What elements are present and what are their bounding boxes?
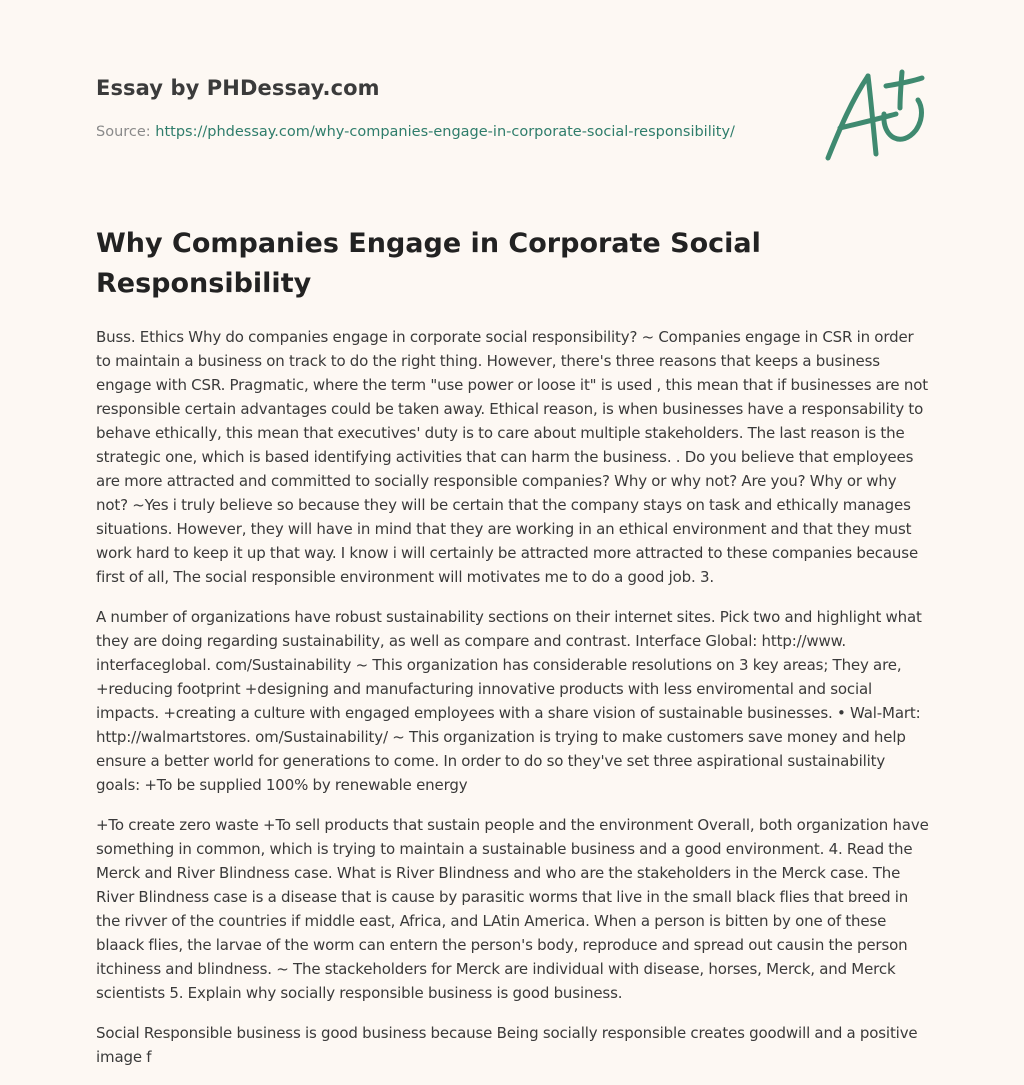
article-title: Why Companies Engage in Corporate Social Responsibility [96,228,761,299]
source-label: Source: [96,124,156,140]
brand-title: Essay by PHDessay.com [96,76,380,100]
paragraph: Buss. Ethics Why do companies engage in corporate social responsibility? ~ Companies engage in CSR in order to maintain a business on track to do the right thing. However, there's three reasons that keeps a business engage with CSR. Pragmatic, where the term "use power or loose it" is used , this mean that if businesses are not responsible certain advantages could be taken away. Ethical reason, is when businesses have a responsability to behave ethically, this mean that executives' duty is to care about multiple stakeholders. The last reason is the strategic one, which is based identifying activities that can harm the business. . Do you believe that employees are more attracted and committed to socially responsible companies? Why or why not? Are you? Why or why not? ~Yes i truly believe so because they will be certain that the company stays on task and ethically manages situations. However, they will have in mind that they are working in an ethical environment and that they must work hard to keep it up that way. I know i will certainly be attracted more attracted to these companies because first of all, The social responsible environment will motivates me to do a good job. 3. [96,328,928,586]
page-header [96,76,796,140]
paragraph: A number of organizations have robust sustainability sections on their internet sites. Pick two and highlight what they are doing regarding sustainability, as well as compare and contrast. Interface Global: http://www. interfaceglobal. com/Sustainability ~ This organization has considerable resolutions on 3 key areas; They are, +reducing footprint +designing and manufacturing innovative products with less enviromental and social impacts. +creating a culture with engaged employees with a share vision of sustainable businesses. • Wal-Mart: http://walmartstores. om/Sustainability/ ~ This organization is trying to make customers save money and help ensure a better world for generations to come. In order to do so they've set three aspirational sustainability goals: +To be supplied 100% by renewable energy [96,608,922,794]
source-line [96,124,796,140]
a-plus-logo-icon [818,64,930,168]
source-link[interactable]: https://phdessay.com/why-companies-engage-in-corporate-social-responsibility/ [155,124,735,140]
paragraph: +To create zero waste +To sell products that sustain people and the environment Overall, both organization have something in common, which is trying to maintain a sustainable business and a good environment. 4. Read the Merck and River Blindness case. What is River Blindness and who are the stakeholders in the Merck case. The River Blindness case is a disease that is cause by parasitic worms that live in the small black flies that breed in the rivver of the countries if middle east, Africa, and LAtin America. When a person is bitten by one of these blaack flies, the larvae of the worm can entern the person's body, reproduce and spread out causin the person itchiness and blindness. ~ The stackeholders for Merck are individual with disease, horses, Merck, and Merck scientists 5. Explain why socially responsible business is good business. [96,816,929,1002]
article-body [96,325,930,1085]
paragraph: Social Responsible business is good business because Being socially responsible creates goodwill and a positive image f [96,1024,918,1066]
